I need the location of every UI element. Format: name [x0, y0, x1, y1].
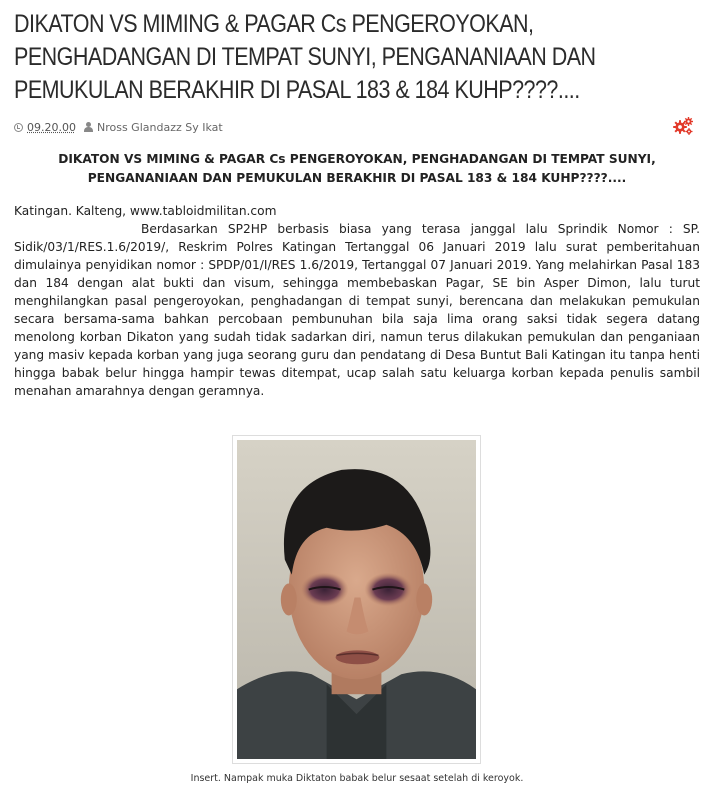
article-body	[14, 202, 700, 400]
victim-photo	[237, 440, 476, 759]
gears-icon[interactable]	[672, 116, 694, 136]
post-time[interactable]: 09.20.00	[27, 120, 76, 134]
article-subtitle: DIKATON VS MIMING & PAGAR Cs PENGEROYOKAN, PENGHADANGAN DI TEMPAT SUNYI, PENGANANIAAN DAN PEMUKULAN BERAKHIR DI PASAL 183 & 184 KUHP????....	[58, 152, 656, 185]
article-paragraph: Berdasarkan SP2HP berbasis biasa yang terasa janggal lalu Sprindik Nomor : SP. Sidik/03/1/RES.1.6/2019/, Reskrim Polres Katingan Tertanggal 06 Januari 2019 lalu surat pemberitahuan dimulainya penyidikan nomor : SPDP/01/I/RES 1.6/2019, Tertanggal 07 Januari 2019. Yang melahirkan Pasal 183 dan 184 dengan alat bukti dan visum, sehingga membebaskan Pagar, SE bin Asper Dimon, lalu turut menghilangkan pasal pengeroyokan, penghadangan di tempat sunyi, berencana dan melakukan pemukulan secara bersama-sama bahkan percobaan pembunuhan bila saja lima orang saksi tidak segera datang menolong korban Dikaton yang sudah tidak sadarkan diri, namun terus dilakukan pemukulan dan penganiaan yang masiv kepada korban yang juga seorang guru dan pendatang di Desa Buntut Bali Katingan itu tanpa henti hingga babak belur hingga hampir tewas ditempat, ucap salah satu keluarga korban kepada penulis sambil menahan amarahnya dengan geramnya.	[14, 222, 700, 398]
article-photo[interactable]	[232, 435, 481, 764]
clock-icon	[14, 123, 23, 132]
photo-caption: Insert. Nampak muka Diktaton babak belur sesaat setelah di keroyok.	[190, 773, 524, 784]
source-line: Katingan. Kalteng, www.tabloidmilitan.com	[14, 204, 277, 218]
user-icon	[84, 122, 93, 132]
article-title[interactable]: DIKATON VS MIMING & PAGAR Cs PENGEROYOKAN, PENGHADANGAN DI TEMPAT SUNYI, PENGANANIAAN DAN PEMUKULAN BERAKHIR DI PASAL 183 & 184 KUHP????....	[14, 10, 596, 104]
post-meta	[14, 119, 700, 135]
post-author[interactable]: Nross Glandazz Sy Ikat	[96, 120, 223, 134]
